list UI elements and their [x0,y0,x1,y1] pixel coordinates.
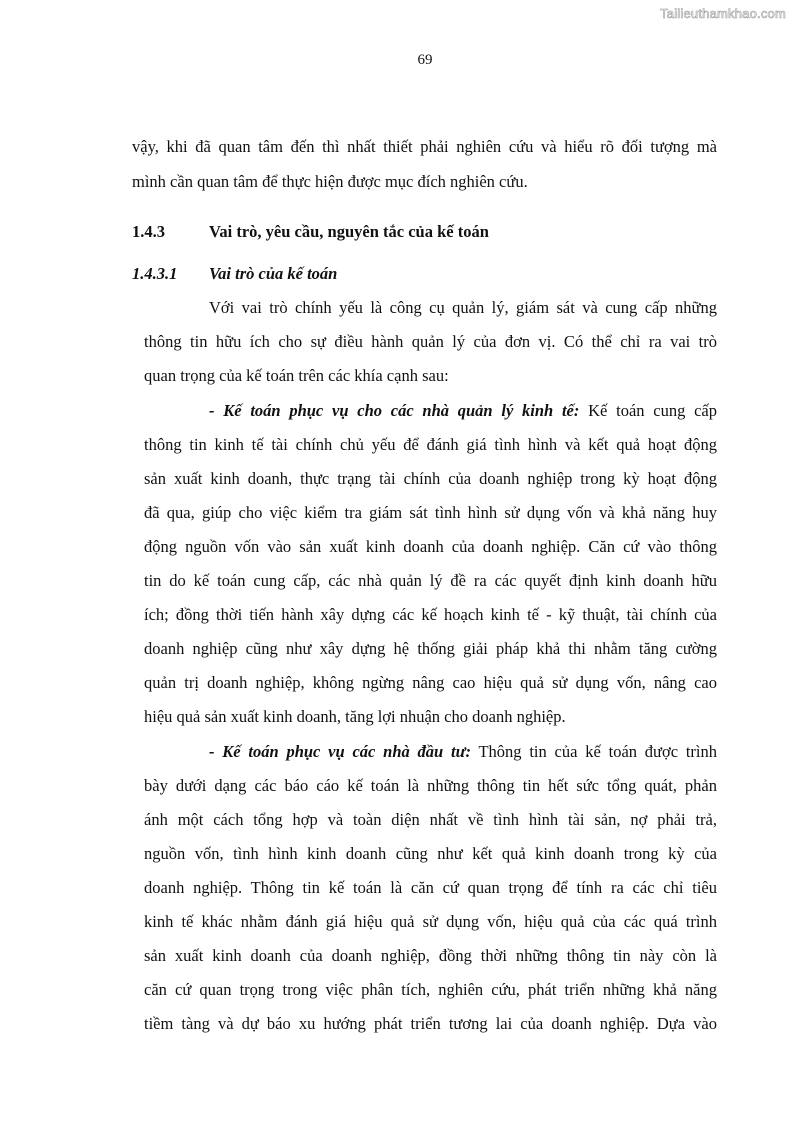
page-number: 69 [417,52,433,68]
section-number: 1.4.3 [132,222,165,241]
para3-lead: - Kế toán phục vụ các nhà đầu tư: [209,742,471,761]
para2-line-9: quản trị doanh nghiệp, không ngừng nâng cao hiệu quả sử dụng vốn, nâng cao [144,673,717,692]
subsection-title: Vai trò của kế toán [209,264,338,283]
para2-line-5: động nguồn vốn vào sản xuất kinh doanh của doanh nghiệp. Căn cứ vào thông [144,537,717,556]
para3-line-1 [209,742,717,762]
para3-line-7: sản xuất kinh doanh của doanh nghiệp, đồng thời những thông tin này còn là [144,946,717,965]
para1-line-1: Với vai trò chính yếu là công cụ quản lý, giám sát và cung cấp những [209,298,717,317]
para2-first-rest: Kế toán cung cấp [579,401,717,420]
section-title: Vai trò, yêu cầu, nguyên tắc của kế toán [209,222,489,241]
subsection-number: 1.4.3.1 [132,264,178,283]
para2-lead: - Kế toán phục vụ cho các nhà quản lý kinh tế: [209,401,580,420]
para3-line-4: nguồn vốn, tình hình kinh doanh cũng như kết quả kinh doanh trong kỳ của [144,844,717,863]
para3-line-5: doanh nghiệp. Thông tin kế toán là căn cứ quan trọng để tính ra các chỉ tiêu [144,878,717,897]
para3-line-3: ánh một cách tổng hợp và toàn diện nhất về tình hình tài sản, nợ phải trả, [144,810,717,829]
para1-line-2: thông tin hữu ích cho sự điều hành quản lý của đơn vị. Có thể chỉ ra vai trò [144,332,717,351]
para2-line-2: thông tin kinh tế tài chính chủ yếu để đánh giá tình hình và kết quả hoạt động [144,435,717,454]
para2-line-6: tin do kế toán cung cấp, các nhà quản lý đề ra các quyết định kinh doanh hữu [144,571,717,590]
para3-line-6: kinh tế khác nhằm đánh giá hiệu quả sử dụng vốn, hiệu quả của các quá trình [144,912,717,931]
para2-line-8: doanh nghiệp cũng như xây dựng hệ thống giải pháp khả thi nhằm tăng cường [144,639,717,658]
para2-line-10: hiệu quả sản xuất kinh doanh, tăng lợi nhuận cho doanh nghiệp. [144,707,566,726]
para2-line-4: đã qua, giúp cho việc kiểm tra giám sát tình hình sử dụng vốn và khả năng huy [144,503,717,522]
para3-line-9: tiềm tàng và dự báo xu hướng phát triển tương lai của doanh nghiệp. Dựa vào [144,1014,717,1033]
para3-line-2: bày dưới dạng các báo cáo kế toán là những thông tin hết sức tổng quát, phản [144,776,717,795]
para2-line-1 [209,401,717,421]
intro-line-2: mình cần quan tâm để thực hiện được mục đích nghiên cứu. [132,172,528,191]
intro-line-1: vậy, khi đã quan tâm đến thì nhất thiết phải nghiên cứu và hiểu rõ đối tượng mà [132,137,717,156]
para2-line-3: sản xuất kinh doanh, thực trạng tài chính của doanh nghiệp trong kỳ hoạt động [144,469,717,488]
para3-first-rest: Thông tin của kế toán được trình [470,742,718,761]
para1-line-3: quan trọng của kế toán trên các khía cạnh sau: [144,366,449,385]
para3-line-8: căn cứ quan trọng trong việc phân tích, nghiên cứu, phát triển những khả năng [144,980,717,999]
para2-line-7: ích; đồng thời tiến hành xây dựng các kế hoạch kinh tế - kỹ thuật, tài chính của [144,605,717,624]
watermark: Tailieuthamkhao.com [660,6,786,21]
